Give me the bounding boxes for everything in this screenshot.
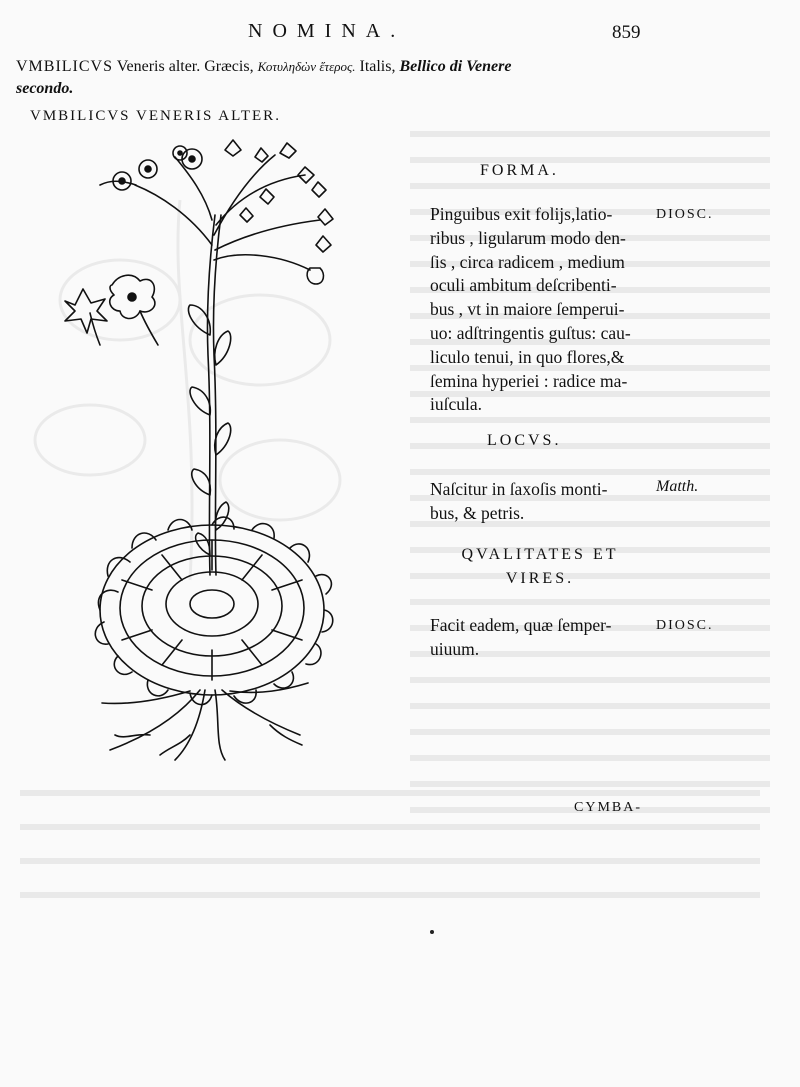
section-heading-forma: FORMA. xyxy=(480,162,559,179)
figure-title: VMBILICVS VENERIS ALTER. xyxy=(30,108,281,124)
section-heading-locvs: LOCVS. xyxy=(487,432,562,449)
section-body-qualitates xyxy=(430,614,654,662)
margin-note-forma: DIOSC. xyxy=(656,207,714,222)
text-line: uiuum. xyxy=(430,638,480,659)
ink-speck xyxy=(430,930,434,934)
text-line: ſis , circa radicem , medium xyxy=(430,251,625,272)
text-line: ribus , ligularum modo den- xyxy=(430,227,626,248)
italian-name-cont: secondo. xyxy=(16,80,74,97)
text-line: liculo tenui, in quo flores,& xyxy=(430,346,625,367)
text-line: oculi ambitum deſcribenti- xyxy=(430,275,617,296)
section-body-forma xyxy=(430,203,654,417)
plant-woodcut-illustration xyxy=(40,135,350,765)
margin-note-qualitates: DIOSC. xyxy=(656,618,714,633)
text-line: uo: adſtringentis guſtus: cau- xyxy=(430,322,631,343)
text-line: Facit eadem, quæ ſemper- xyxy=(430,615,612,635)
italis-label: Italis, xyxy=(355,58,400,75)
text-line: ſemina hyperiei : radice ma- xyxy=(430,370,628,391)
running-title: NOMINA. xyxy=(248,20,406,42)
text-line: Pinguibus exit folijs,latio- xyxy=(430,204,613,224)
text-line: Naſcitur in ſaxoſis monti- xyxy=(430,479,608,499)
bleed-through-text-lower xyxy=(20,770,760,920)
text-line: bus, & petris. xyxy=(430,502,525,523)
text-line: bus , vt in maiore ſemperui- xyxy=(430,299,625,320)
text-line: iuſcula. xyxy=(430,394,482,415)
section-heading-qualitates: QVALITATES ET xyxy=(461,546,619,563)
lead-rest: Veneris alter. Græcis, xyxy=(113,58,258,75)
italian-name: Bellico di Venere xyxy=(399,58,512,75)
section-heading-vires: VIRES. xyxy=(505,570,575,587)
page-number: 859 xyxy=(612,22,641,43)
nomina-line xyxy=(16,56,656,100)
greek-name: Κοτυληδὼν ἕτερος. xyxy=(257,59,356,74)
lead-word: VMBILICVS xyxy=(16,58,114,75)
margin-note-locvs: Matth. xyxy=(656,478,699,495)
section-body-locvs xyxy=(430,478,654,526)
catchword: CYMBA- xyxy=(574,800,643,815)
